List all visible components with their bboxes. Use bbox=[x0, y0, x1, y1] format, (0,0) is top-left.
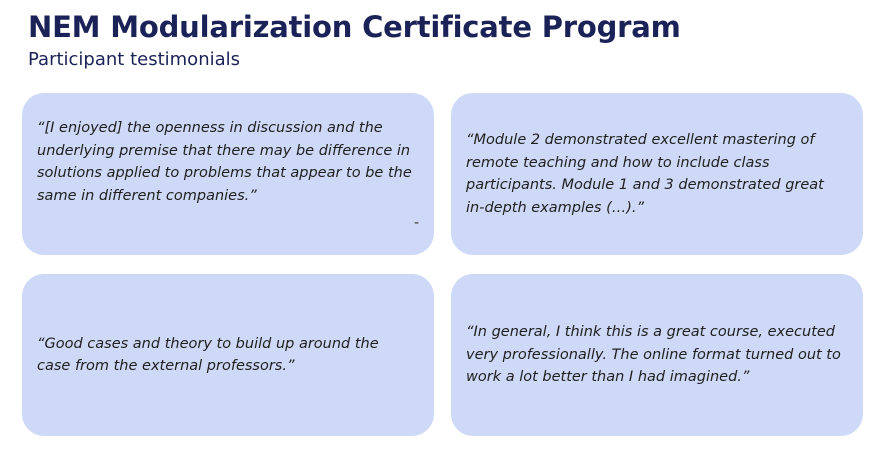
page-title: NEM Modularization Certificate Program bbox=[28, 10, 681, 44]
testimonial-quote-4: “In general, I think this is a great course, executed very professionally. The online format turned out to work a lot better than I had imagined.” bbox=[466, 324, 841, 386]
testimonial-quote-1: “[I enjoyed] the openness in discussion and the underlying premise that there may be difference in solutions applied to problems that appear to be the same in different companies.” bbox=[37, 120, 412, 204]
stray-dash-mark: - bbox=[413, 215, 419, 231]
testimonial-quote-2: “Module 2 demonstrated excellent mastering of remote teaching and how to include class participants. Module 1 and 3 demonstrated great in-depth examples (…).” bbox=[466, 132, 824, 216]
page-subtitle: Participant testimonials bbox=[28, 49, 241, 70]
testimonial-card-2 bbox=[451, 93, 863, 255]
testimonial-card-4 bbox=[451, 274, 863, 436]
testimonial-card-1 bbox=[22, 93, 434, 255]
testimonial-quote-3: “Good cases and theory to build up around the case from the external professors.” bbox=[37, 335, 379, 374]
testimonial-card-3 bbox=[22, 274, 434, 436]
